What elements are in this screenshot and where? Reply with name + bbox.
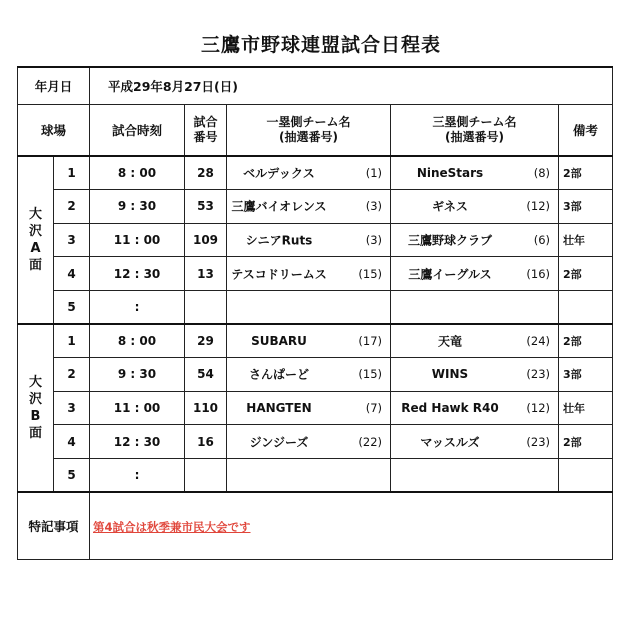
game-number: 109 [185, 223, 227, 257]
game-row [18, 358, 613, 392]
game-number [185, 290, 227, 324]
third-base-team [391, 358, 559, 392]
game-slot-number: 4 [54, 425, 90, 459]
third-base-draw-number: (12) [526, 199, 550, 214]
third-base-team-name: ギネス [432, 199, 468, 214]
third-base-team [391, 324, 559, 358]
third-base-team-name: WINS [431, 367, 469, 382]
date-label: 年月日 [18, 67, 90, 104]
game-row [18, 223, 613, 257]
third-base-draw-number: (24) [526, 334, 550, 349]
game-number: 29 [185, 324, 227, 358]
game-note [559, 290, 613, 324]
first-base-team [227, 156, 391, 190]
header-game-number-line1: 試合 [193, 114, 218, 129]
game-slot-number: 4 [54, 257, 90, 291]
field-name [18, 324, 54, 492]
game-time: 8 : 00 [90, 156, 185, 190]
header-team-third-base [391, 104, 559, 156]
game-slot-number: 3 [54, 223, 90, 257]
third-base-team [391, 257, 559, 291]
header-time: 試合時刻 [90, 104, 185, 156]
first-base-team [227, 190, 391, 224]
game-note: 2部 [559, 156, 613, 190]
game-note: 2部 [559, 257, 613, 291]
game-row [18, 290, 613, 324]
game-time: 8 : 00 [90, 324, 185, 358]
game-row [18, 324, 613, 358]
first-base-team [227, 257, 391, 291]
first-base-team-name: ジンジーズ [249, 435, 309, 450]
game-row [18, 458, 613, 492]
third-base-team [391, 223, 559, 257]
field-name-char: 大 [28, 206, 42, 222]
first-base-team-name: SUBARU [251, 334, 307, 349]
game-note: 壮年 [559, 223, 613, 257]
header-team-first-base [227, 104, 391, 156]
first-base-team [227, 223, 391, 257]
field-name-char: 大 [28, 374, 42, 390]
game-row [18, 391, 613, 425]
third-base-draw-number: (12) [526, 400, 550, 415]
first-base-draw-number: (22) [358, 434, 382, 449]
header-team3-line2: (抽選番号) [445, 129, 504, 144]
first-base-team-name: テスコドリームス [231, 267, 327, 282]
first-base-draw-number: (3) [365, 232, 382, 247]
first-base-team [227, 324, 391, 358]
game-note [559, 458, 613, 492]
header-team1-line2: (抽選番号) [279, 129, 338, 144]
header-note: 備考 [559, 104, 613, 156]
third-base-team [391, 425, 559, 459]
remarks-text: 第4試合は秋季兼市民大会です [93, 519, 251, 534]
game-row [18, 425, 613, 459]
game-row [18, 156, 613, 190]
first-base-team [227, 458, 391, 492]
game-number: 16 [185, 425, 227, 459]
game-slot-number: 1 [54, 324, 90, 358]
third-base-team-name: マッスルズ [420, 435, 480, 450]
first-base-draw-number: (15) [358, 266, 382, 281]
third-base-draw-number: (23) [526, 434, 550, 449]
header-team3-line1: 三塁側チーム名 [432, 114, 517, 129]
game-slot-number: 2 [54, 358, 90, 392]
schedule-table [17, 66, 613, 560]
header-team1-line1: 一塁側チーム名 [266, 114, 351, 129]
first-base-team [227, 391, 391, 425]
field-name-char: A [30, 240, 41, 256]
header-game-number [185, 104, 227, 156]
date-value: 平成29年8月27日(日) [90, 67, 613, 104]
remarks-row [18, 492, 613, 560]
third-base-team-name: 天竜 [437, 334, 462, 349]
date-row [18, 67, 613, 104]
third-base-draw-number: (23) [526, 367, 550, 382]
game-number: 53 [185, 190, 227, 224]
first-base-team [227, 290, 391, 324]
first-base-draw-number: (3) [365, 199, 382, 214]
field-name-char: 面 [28, 257, 42, 273]
game-time: 11 : 00 [90, 223, 185, 257]
game-time: 9 : 30 [90, 190, 185, 224]
game-number: 110 [185, 391, 227, 425]
first-base-team [227, 358, 391, 392]
game-slot-number: 5 [54, 290, 90, 324]
first-base-draw-number: (15) [358, 367, 382, 382]
third-base-team [391, 156, 559, 190]
page-title: 三鷹市野球連盟試合日程表 [200, 34, 441, 56]
game-note: 壮年 [559, 391, 613, 425]
third-base-draw-number: (16) [526, 266, 550, 281]
third-base-draw-number: (8) [533, 166, 550, 181]
header-game-number-line2: 番号 [193, 129, 218, 144]
third-base-team [391, 391, 559, 425]
game-note: 2部 [559, 425, 613, 459]
game-slot-number: 1 [54, 156, 90, 190]
game-slot-number: 2 [54, 190, 90, 224]
game-note: 3部 [559, 358, 613, 392]
game-number: 13 [185, 257, 227, 291]
game-row [18, 190, 613, 224]
game-number: 28 [185, 156, 227, 190]
first-base-team-name: さんぱーど [248, 367, 309, 382]
game-time: : [90, 290, 185, 324]
header-field: 球場 [18, 104, 90, 156]
game-note: 3部 [559, 190, 613, 224]
first-base-team-name: シニアRuts [245, 233, 313, 248]
third-base-team [391, 290, 559, 324]
first-base-draw-number: (17) [358, 334, 382, 349]
third-base-draw-number: (6) [533, 232, 550, 247]
field-name-char: 面 [28, 425, 42, 441]
game-note: 2部 [559, 324, 613, 358]
field-name-char: B [30, 408, 41, 424]
remarks-label: 特記事項 [18, 492, 90, 560]
first-base-team-name: ベルデックス [243, 166, 315, 181]
first-base-draw-number: (7) [365, 400, 382, 415]
field-name-char: 沢 [28, 391, 42, 407]
third-base-team-name: NineStars [416, 166, 484, 181]
game-time: : [90, 458, 185, 492]
game-time: 12 : 30 [90, 425, 185, 459]
game-time: 9 : 30 [90, 358, 185, 392]
game-slot-number: 3 [54, 391, 90, 425]
header-row [18, 104, 613, 156]
third-base-team-name: Red Hawk R40 [401, 400, 499, 415]
first-base-team-name: 三鷹バイオレンス [231, 199, 327, 214]
third-base-team-name: 三鷹野球クラブ [407, 233, 492, 248]
field-name [18, 156, 54, 324]
game-number: 54 [185, 358, 227, 392]
first-base-draw-number: (1) [365, 166, 382, 181]
third-base-team [391, 190, 559, 224]
third-base-team [391, 458, 559, 492]
game-time: 11 : 00 [90, 391, 185, 425]
game-time: 12 : 30 [90, 257, 185, 291]
game-slot-number: 5 [54, 458, 90, 492]
remarks-cell [90, 492, 613, 560]
first-base-team-name: HANGTEN [246, 400, 312, 415]
game-row [18, 257, 613, 291]
game-number [185, 458, 227, 492]
first-base-team [227, 425, 391, 459]
third-base-team-name: 三鷹イーグルス [408, 267, 492, 282]
field-name-char: 沢 [28, 223, 42, 239]
